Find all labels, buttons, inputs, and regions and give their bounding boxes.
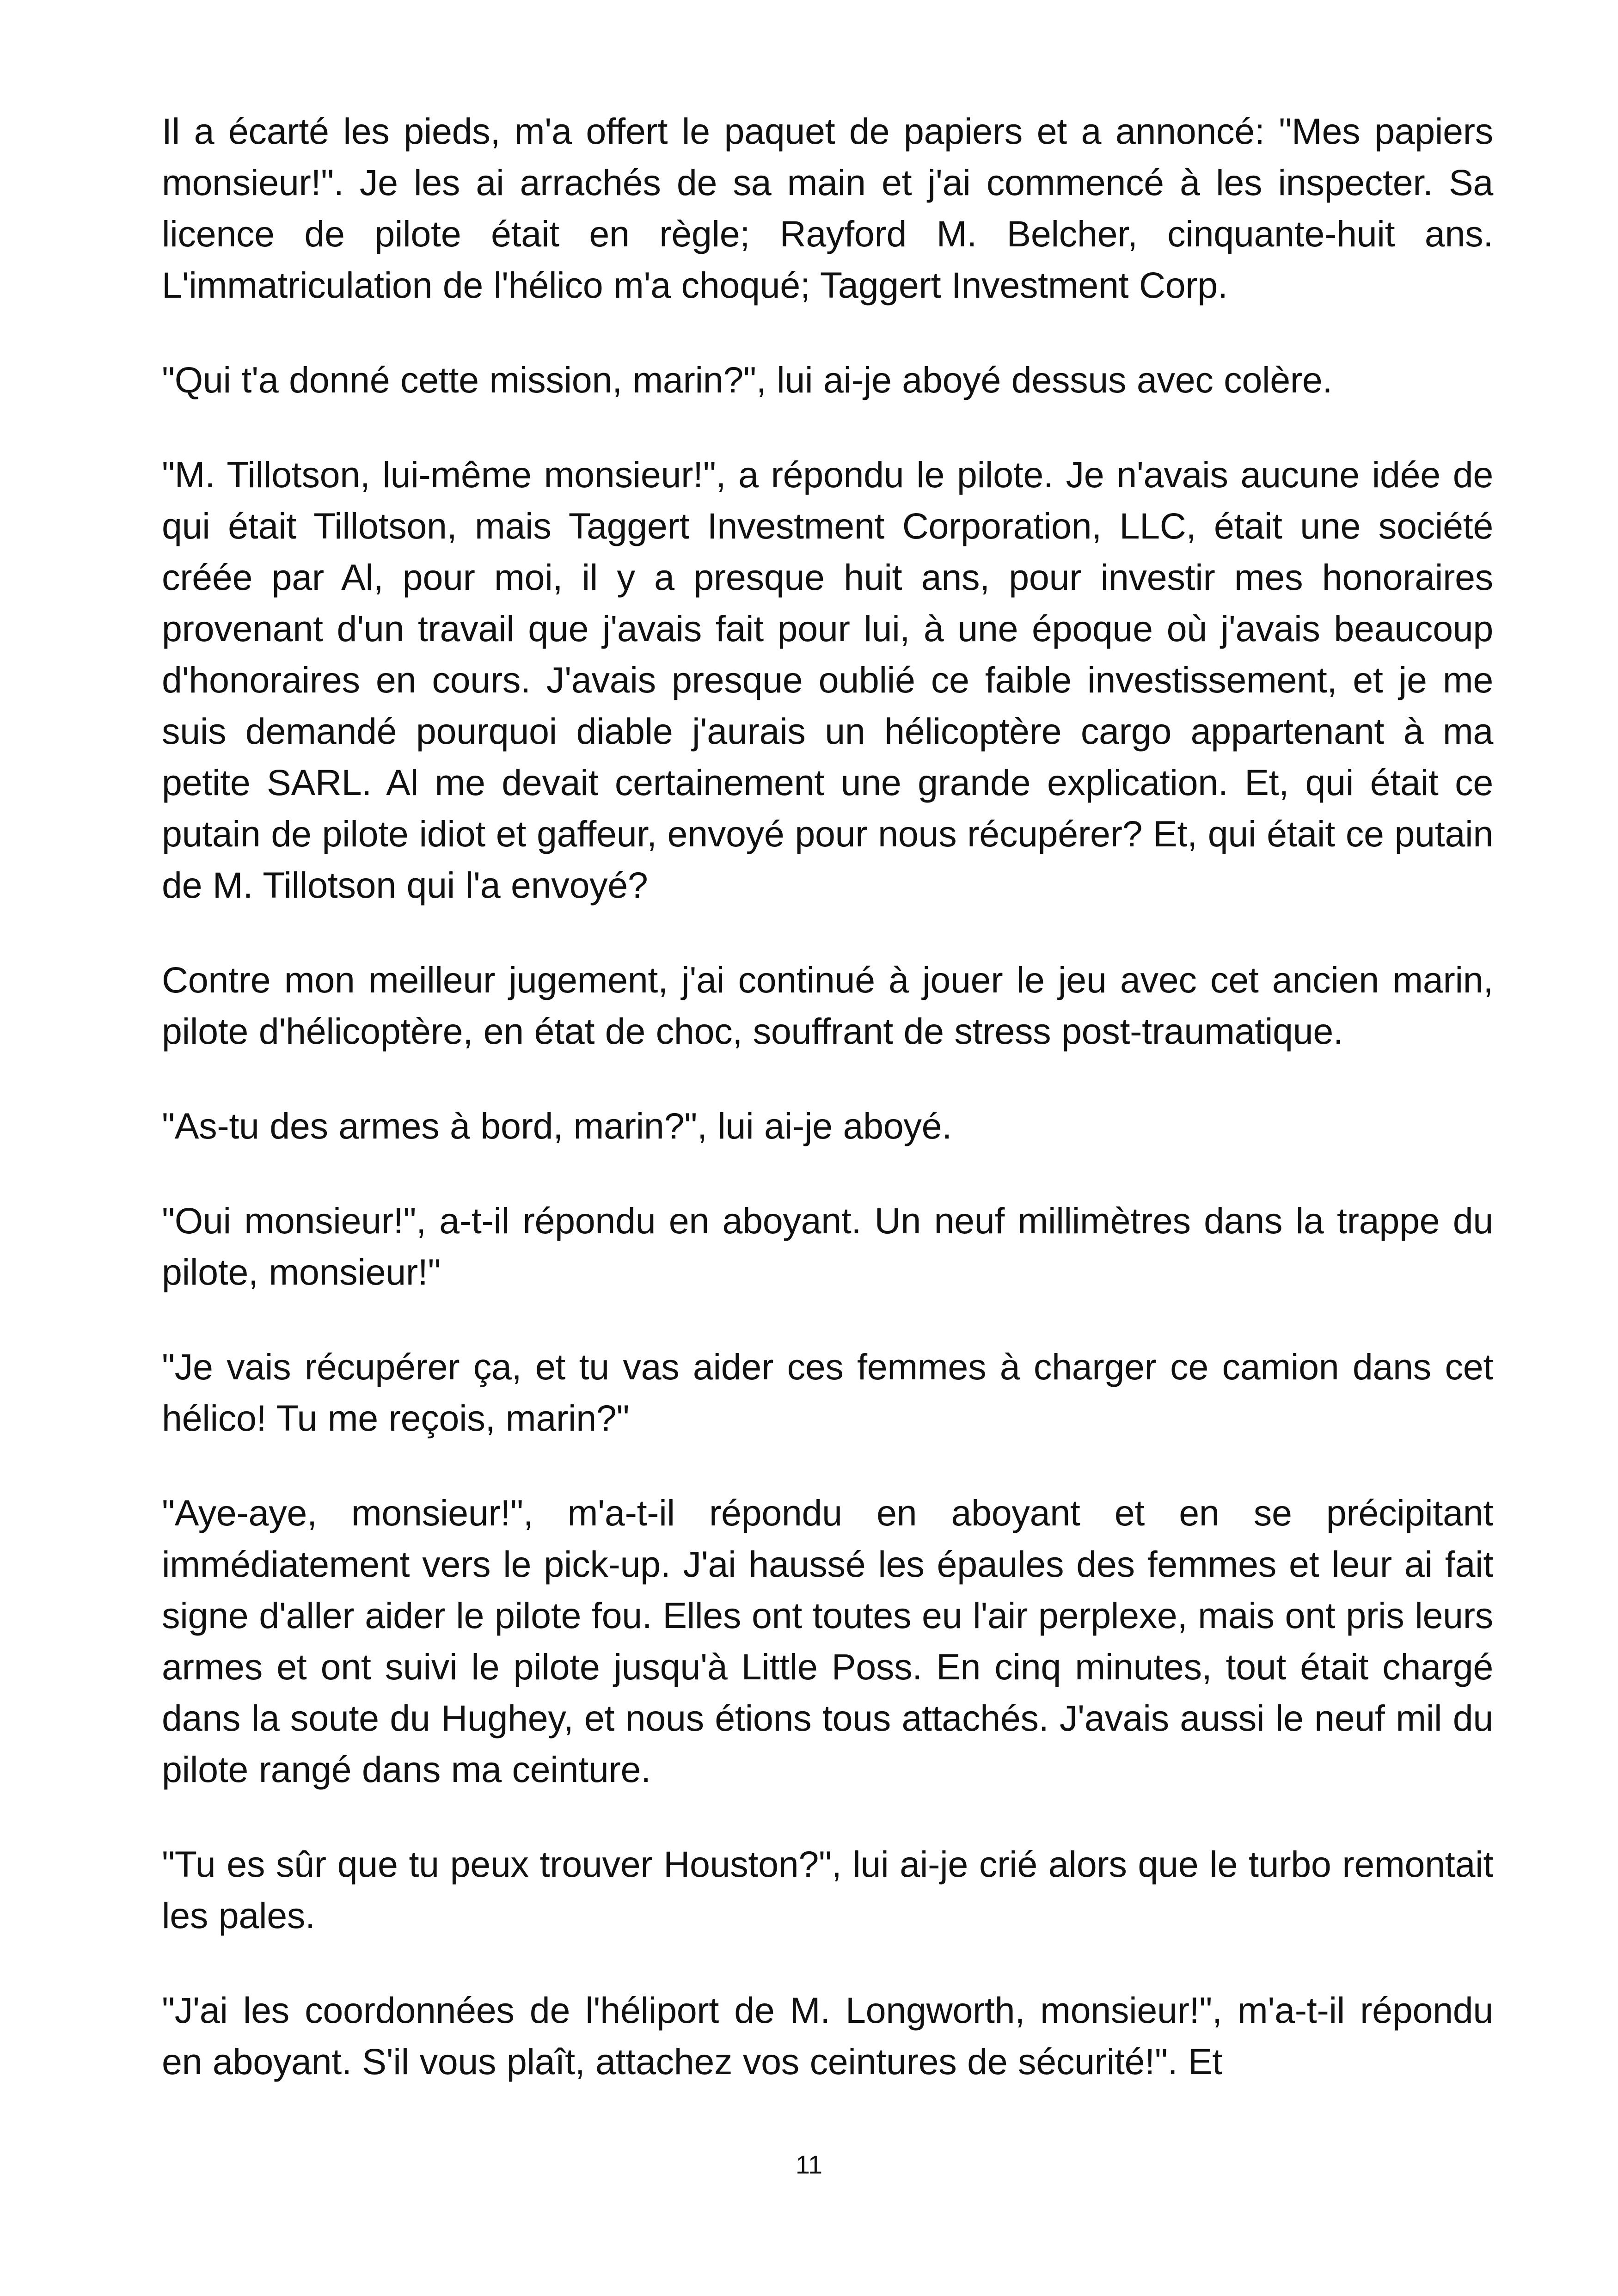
paragraph-10: "J'ai les coordonnées de l'héliport de M. Longworth, monsieur!", m'a-t-il répondu en aboyant. S'il vous plaît, attachez vos ceintures de sécurité!". Et xyxy=(162,1990,1493,2082)
paragraph-9: "Tu es sûr que tu peux trouver Houston?", lui ai-je crié alors que le turbo remontait les pales. xyxy=(162,1843,1493,1936)
paragraph-6: "Oui monsieur!", a-t-il répondu en aboyant. Un neuf millimètres dans la trappe du pilote, monsieur!" xyxy=(162,1200,1493,1292)
paragraph-5: "As-tu des armes à bord, marin?", lui ai-je aboyé. xyxy=(162,1105,952,1146)
paragraph-1: Il a écarté les pieds, m'a offert le paquet de papiers et a annoncé: "Mes papiers monsieur!". Je les ai arrachés de sa main et j'ai commencé à les inspecter. Sa licence de pilote était en règle; Rayford M. Belcher, cinquante-huit ans. L'immatriculation de l'hélico m'a choqué; Taggert Investment Corp. xyxy=(162,110,1493,306)
paragraph-4: Contre mon meilleur jugement, j'ai continué à jouer le jeu avec cet ancien marin, pilote d'hélicoptère, en état de choc, souffrant de stress post-traumatique. xyxy=(162,959,1493,1052)
paragraph-7: "Je vais récupérer ça, et tu vas aider ces femmes à charger ce camion dans cet hélico! Tu me reçois, marin?" xyxy=(162,1346,1493,1439)
page-number: 11 xyxy=(795,2150,823,2179)
paragraph-8: "Aye-aye, monsieur!", m'a-t-il répondu en aboyant et en se précipitant immédiatement vers le pick-up. J'ai haussé les épaules des femmes et leur ai fait signe d'aller aider le pilote fou. Elles ont toutes eu l'air perplexe, mais ont pris leurs armes et ont suivi le pilote jusqu'à Little Poss. En cinq minutes, tout était chargé dans la soute du Hughey, et nous étions tous attachés. J'avais aussi le neuf mil du pilote rangé dans ma ceinture. xyxy=(162,1492,1493,1790)
paragraph-2: "Qui t'a donné cette mission, marin?", lui ai-je aboyé dessus avec colère. xyxy=(162,359,1333,400)
body-text xyxy=(162,105,1493,2087)
paragraph-3: "M. Tillotson, lui-même monsieur!", a répondu le pilote. Je n'avais aucune idée de qui était Tillotson, mais Taggert Investment Corporation, LLC, était une société créée par Al, pour moi, il y a presque huit ans, pour investir mes honoraires provenant d'un travail que j'avais fait pour lui, à une époque où j'avais beaucoup d'honoraires en cours. J'avais presque oublié ce faible investissement, et je me suis demandé pourquoi diable j'aurais un hélicoptère cargo appartenant à ma petite SARL. Al me devait certainement une grande explication. Et, qui était ce putain de pilote idiot et gaffeur, envoyé pour nous récupérer? Et, qui était ce putain de M. Tillotson qui l'a envoyé? xyxy=(162,454,1493,906)
